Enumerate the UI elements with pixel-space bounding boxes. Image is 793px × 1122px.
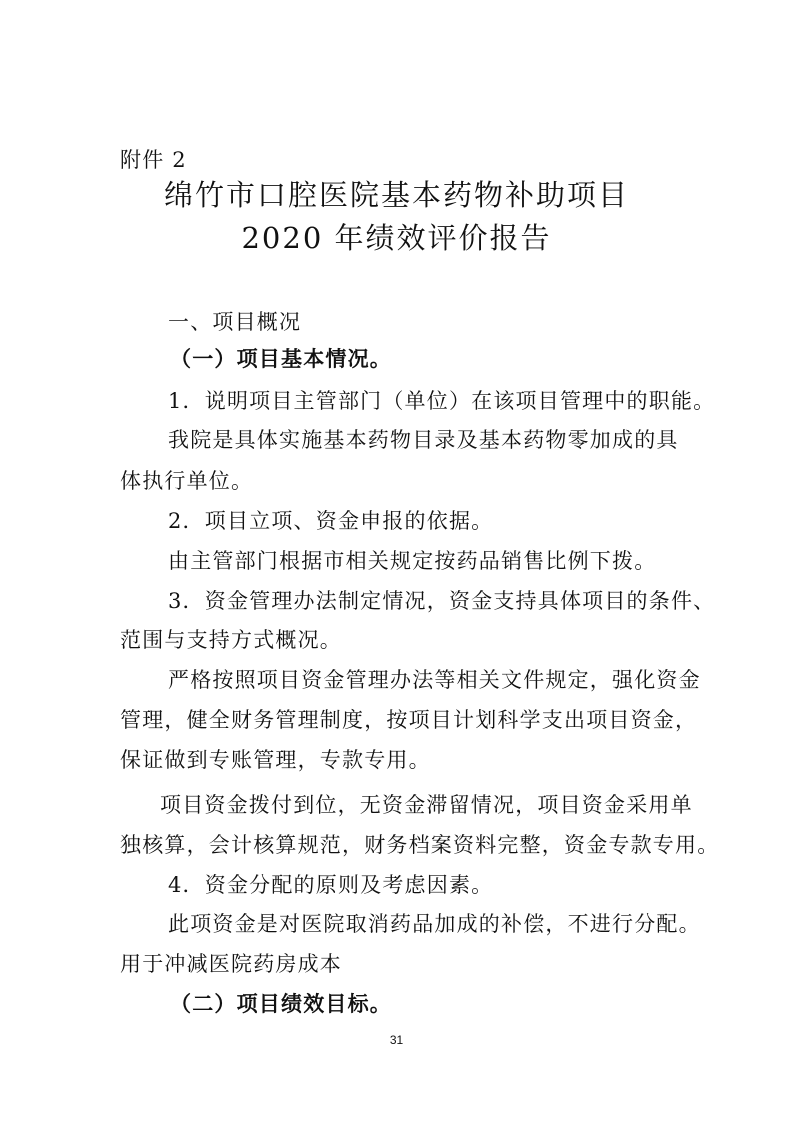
item1-body-line1: 我院是具体实施基本药物目录及基本药物零加成的具 [168,428,679,452]
document-title-line2: 2020 年绩效评价报告 [241,221,552,255]
section-heading-project-overview: 一、项目概况 [168,310,302,334]
item3-body-line3: 保证做到专账管理，专款专用。 [120,748,431,772]
item3-body2-line1: 项目资金拨付到位，无资金滞留情况，项目资金采用单 [160,793,693,817]
item3-body2-line2: 独核算，会计核算规范，财务档案资料完整，资金专款专用。 [120,833,720,857]
page-number: 31 [389,1033,404,1047]
item4-body-line2: 用于冲减医院药房成本 [120,952,342,976]
subsection-heading-basic-info: （一）项目基本情况。 [170,347,392,371]
item4-body-line1: 此项资金是对医院取消药品加成的补偿，不进行分配。 [168,912,701,936]
attachment-label: 附件 2 [120,148,187,172]
document-title-line1: 绵竹市口腔医院基本药物补助项目 [163,178,629,212]
item3-body-line2: 管理，健全财务管理制度，按项目计划科学支出项目资金， [120,708,698,732]
item2-heading: 2．项目立项、资金申报的依据。 [168,509,494,533]
item3-body-line1: 严格按照项目资金管理办法等相关文件规定，强化资金 [168,668,701,692]
item3-heading-line2: 范围与支持方式概况。 [120,628,342,652]
item4-heading: 4．资金分配的原则及考虑因素。 [168,873,494,897]
item1-body-line2: 体执行单位。 [120,469,254,493]
item3-heading-line1: 3．资金管理办法制定情况，资金支持具体项目的条件、 [168,589,716,613]
subsection-heading-performance-goals: （二）项目绩效目标。 [170,992,392,1016]
item2-body: 由主管部门根据市相关规定按药品销售比例下拨。 [168,549,657,573]
item1-heading: 1．说明项目主管部门（单位）在该项目管理中的职能。 [168,389,716,413]
